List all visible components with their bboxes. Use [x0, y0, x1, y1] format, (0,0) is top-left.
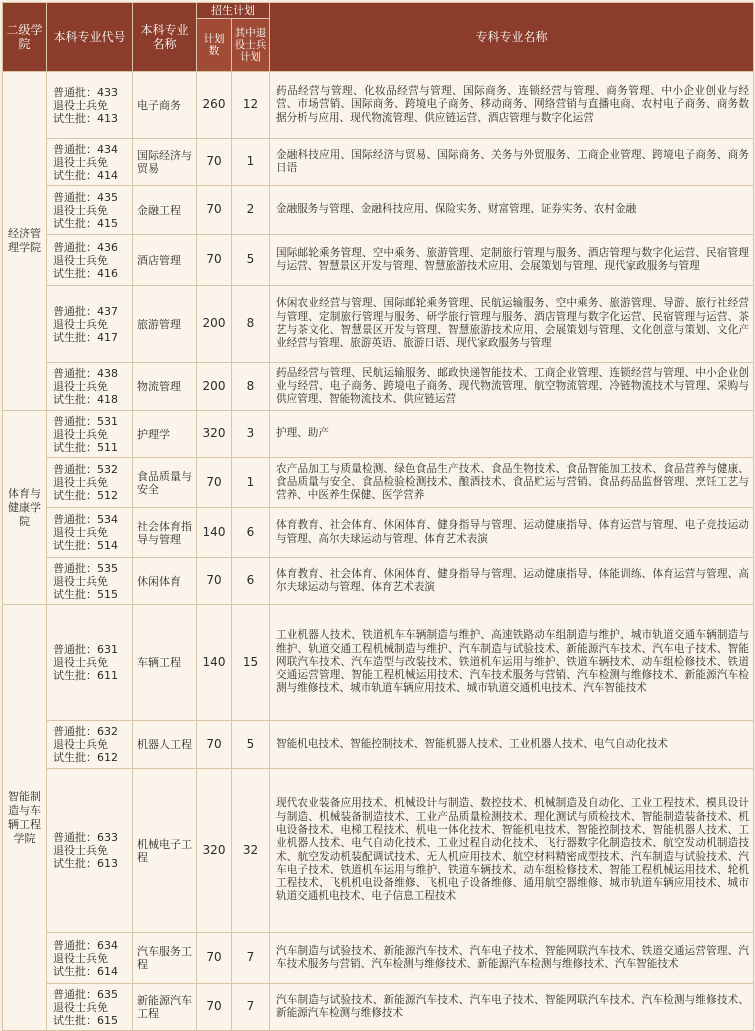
header-plan-veteran: 其中退役士兵计划	[232, 19, 270, 72]
major-code-line: 普通批：634	[53, 938, 118, 952]
header-major-name: 本科专业名称	[133, 3, 197, 72]
major-name: 机械电子工程	[133, 769, 197, 933]
table-row	[3, 411, 754, 458]
zk-major-list: 智能机电技术、智能控制技术、智能机器人技术、工业机器人技术、电气自动化技术	[270, 721, 754, 769]
major-code-line: 退役士兵免	[53, 1000, 108, 1014]
major-code-line: 退役士兵免	[53, 844, 108, 857]
major-code-line: 普通批：632	[53, 725, 118, 738]
plan-total: 140	[197, 605, 232, 721]
plan-veteran: 12	[232, 72, 270, 139]
major-code-line: 退役士兵免	[53, 98, 108, 112]
major-name: 酒店管理	[133, 235, 197, 286]
table-row	[3, 933, 754, 984]
major-code-line: 试生批：415	[53, 216, 118, 230]
major-code	[47, 769, 133, 933]
major-code-line: 试生批：416	[53, 266, 118, 280]
major-code-line: 普通批：635	[53, 987, 118, 1001]
plan-total: 70	[197, 721, 232, 769]
major-code-line: 退役士兵免	[53, 951, 108, 965]
major-name: 物流管理	[133, 363, 197, 411]
header-plan: 招生计划	[197, 3, 270, 19]
zk-major-list: 工业机器人技术、铁道机车车辆制造与维护、高速铁路动车组制造与维护、城市轨道交通车辆制造与维护、轨道交通工程机械制造与维护、汽车制造与试验技术、新能源汽车技术、汽车电子技术、智能网联汽车技术、汽车造型与改装技术、铁道机车运用与维护、铁道车辆技术、动车组检修技术、铁道交通运营管理、智能工程机械运用技术、汽车技术服务与营销、汽车检测与维修技术、新能源汽车检测与维修技术、城市轨道车辆应用技术、城市轨道交通机电技术、汽车智能技术	[270, 605, 754, 721]
plan-total: 320	[197, 411, 232, 458]
major-code-line: 退役士兵免	[53, 427, 108, 441]
major-name: 电子商务	[133, 72, 197, 139]
zk-major-list: 汽车制造与试验技术、新能源汽车技术、汽车电子技术、智能网联汽车技术、铁道交通运营管理、汽车技术服务与营销、汽车检测与维修技术、新能源汽车检测与维修技术、汽车智能技术	[270, 933, 754, 984]
zk-major-list: 农产品加工与质量检测、绿色食品生产技术、食品生物技术、食品智能加工技术、食品营养与健康、食品质量与安全、食品检验检测技术、酿酒技术、食品贮运与营销、食品药品监督管理、烹饪工艺与营养、中医养生保健、医学营养	[270, 458, 754, 508]
plan-veteran: 8	[232, 363, 270, 411]
zk-major-list: 护理、助产	[270, 411, 754, 458]
zk-major-list: 国际邮轮乘务管理、空中乘务、旅游管理、定制旅行管理与服务、酒店管理与数字化运营、民宿管理与运营、智慧景区开发与管理、智慧旅游技术应用、会展策划与管理、现代家政服务与管理	[270, 235, 754, 286]
table-row	[3, 769, 754, 933]
major-code	[47, 235, 133, 286]
major-code-line: 试生批：514	[53, 539, 118, 552]
zk-major-list: 现代农业装备应用技术、机械设计与制造、数控技术、机械制造及自动化、工业工程技术、模具设计与制造、机械装备制造技术、工业产品质量检测技术、理化测试与质检技术、智能制造装备技术、机电设备技术、电梯工程技术、机电一体化技术、智能机电技术、智能控制技术、智能机器人技术、工业机器人技术、电气自动化技术、工业过程自动化技术、飞行器数字化制造技术、航空发动机制造技术、航空发动机装配调试技术、无人机应用技术、航空材料精密成型技术、汽车制造与试验技术、汽车电子技术、铁道机车运用与维护、铁道车辆技术、动车组检修技术、智能工程机械运用技术、轮机工程技术、飞机机电设备维修、飞机电子设备维修、通用航空器维修、城市轨道车辆应用技术、城市轨道交通机电技术、电子信息工程技术	[270, 769, 754, 933]
major-code	[47, 508, 133, 558]
major-code-line: 退役士兵免	[53, 253, 108, 267]
major-code-line: 普通批：633	[53, 831, 118, 844]
major-code	[47, 363, 133, 411]
major-code-line: 试生批：417	[53, 330, 118, 344]
college-name: 体育与健康学院	[3, 411, 47, 605]
plan-veteran: 5	[232, 235, 270, 286]
major-code-line: 试生批：414	[53, 168, 118, 182]
table-row	[3, 363, 754, 411]
major-code-line: 退役士兵免	[53, 738, 108, 751]
major-name: 金融工程	[133, 186, 197, 235]
zk-major-list: 体育教育、社会体育、休闲体育、健身指导与管理、运动健康指导、体能训练、体育运营与管理、高尔夫球运动与管理、体育艺术表演	[270, 558, 754, 605]
plan-veteran: 7	[232, 984, 270, 1031]
table-row	[3, 984, 754, 1031]
major-code-line: 普通批：433	[53, 85, 118, 99]
table-header	[3, 3, 754, 72]
header-plan-total: 计划数	[197, 19, 232, 72]
major-code-line: 退役士兵免	[53, 526, 108, 539]
table-row	[3, 458, 754, 508]
major-code-line: 试生批：512	[53, 489, 118, 502]
major-code-line: 试生批：613	[53, 857, 118, 870]
plan-total: 260	[197, 72, 232, 139]
table-row	[3, 721, 754, 769]
major-code	[47, 286, 133, 363]
major-name: 休闲体育	[133, 558, 197, 605]
table-row	[3, 558, 754, 605]
major-code-line: 退役士兵免	[53, 574, 108, 588]
major-code	[47, 721, 133, 769]
header-major-code: 本科专业代号	[47, 3, 133, 72]
major-name: 社会体育指导与管理	[133, 508, 197, 558]
major-code-line: 试生批：615	[53, 1013, 118, 1027]
zk-major-list: 药品经营与管理、民航运输服务、邮政快递智能技术、工商企业管理、连锁经营与管理、中小企业创业与经营、电子商务、跨境电子商务、现代物流管理、航空物流管理、冷链物流技术与管理、采购与供应管理、智能物流技术、供应链运营	[270, 363, 754, 411]
major-name: 食品质量与安全	[133, 458, 197, 508]
plan-veteran: 7	[232, 933, 270, 984]
plan-veteran: 3	[232, 411, 270, 458]
plan-veteran: 6	[232, 558, 270, 605]
major-name: 汽车服务工程	[133, 933, 197, 984]
major-code-line: 普通批：631	[53, 643, 118, 656]
major-code-line: 普通批：438	[53, 367, 118, 380]
table-row	[3, 72, 754, 139]
major-code-line: 试生批：612	[53, 751, 118, 764]
major-code-line: 试生批：511	[53, 440, 118, 454]
major-code-line: 普通批：434	[53, 142, 118, 156]
plan-total: 140	[197, 508, 232, 558]
plan-total: 320	[197, 769, 232, 933]
plan-total: 70	[197, 984, 232, 1031]
table-row	[3, 605, 754, 721]
table-body	[3, 72, 754, 1031]
major-code-line: 普通批：531	[53, 414, 118, 428]
plan-veteran: 5	[232, 721, 270, 769]
table-row	[3, 139, 754, 186]
major-name: 国际经济与贸易	[133, 139, 197, 186]
major-code-line: 普通批：532	[53, 463, 118, 476]
zk-major-list: 休闲农业经营与管理、国际邮轮乘务管理、民航运输服务、空中乘务、旅游管理、导游、旅行社经营与管理、定制旅行管理与服务、研学旅行管理与服务、酒店管理与数字化运营、民宿管理与运营、茶艺与茶文化、智慧景区开发与管理、智慧旅游技术应用、会展策划与管理、文化创意与策划、文化产业经营与管理、旅游英语、旅游日语、现代家政服务与管理	[270, 286, 754, 363]
major-name: 机器人工程	[133, 721, 197, 769]
plan-veteran: 6	[232, 508, 270, 558]
admission-table	[2, 2, 754, 1031]
major-code-line: 退役士兵免	[53, 317, 108, 331]
major-code-line: 普通批：534	[53, 513, 118, 526]
plan-total: 200	[197, 286, 232, 363]
major-code-line: 试生批：515	[53, 587, 118, 601]
header-college: 二级学院	[3, 3, 47, 72]
major-code	[47, 186, 133, 235]
major-code-line: 试生批：413	[53, 111, 118, 125]
major-code	[47, 72, 133, 139]
table-row	[3, 286, 754, 363]
plan-veteran: 2	[232, 186, 270, 235]
major-code	[47, 933, 133, 984]
major-code-line: 普通批：436	[53, 240, 118, 254]
major-code-line: 普通批：535	[53, 561, 118, 575]
header-zk-majors: 专科专业名称	[270, 3, 754, 72]
zk-major-list: 金融科技应用、国际经济与贸易、国际商务、关务与外贸服务、工商企业管理、跨境电子商务、商务日语	[270, 139, 754, 186]
major-code-line: 退役士兵免	[53, 155, 108, 169]
major-code	[47, 558, 133, 605]
table-row	[3, 235, 754, 286]
plan-total: 70	[197, 458, 232, 508]
major-code-line: 退役士兵免	[53, 476, 108, 489]
major-name: 护理学	[133, 411, 197, 458]
plan-total: 70	[197, 933, 232, 984]
plan-total: 70	[197, 235, 232, 286]
plan-total: 70	[197, 139, 232, 186]
major-code-line: 试生批：418	[53, 393, 118, 406]
plan-veteran: 32	[232, 769, 270, 933]
college-name: 经济管理学院	[3, 72, 47, 411]
table-row	[3, 186, 754, 235]
zk-major-list: 体育教育、社会体育、休闲体育、健身指导与管理、运动健康指导、体育运营与管理、电子竞技运动与管理、高尔夫球运动与管理、体育艺术表演	[270, 508, 754, 558]
plan-veteran: 1	[232, 458, 270, 508]
major-code	[47, 139, 133, 186]
plan-total: 200	[197, 363, 232, 411]
major-code	[47, 605, 133, 721]
major-name: 车辆工程	[133, 605, 197, 721]
zk-major-list: 药品经营与管理、化妆品经营与管理、国际商务、连锁经营与管理、商务管理、中小企业创业与经营、市场营销、国际商务、跨境电子商务、移动商务、网络营销与直播电商、农村电子商务、商务数据分析与应用、现代物流管理、供应链运营、酒店管理与数字化运营	[270, 72, 754, 139]
major-name: 旅游管理	[133, 286, 197, 363]
plan-total: 70	[197, 186, 232, 235]
major-code	[47, 411, 133, 458]
major-code-line: 试生批：611	[53, 669, 118, 682]
major-code-line: 退役士兵免	[53, 380, 108, 393]
major-code-line: 退役士兵免	[53, 203, 108, 217]
table-row	[3, 508, 754, 558]
zk-major-list: 汽车制造与试验技术、新能源汽车技术、汽车电子技术、智能网联汽车技术、汽车检测与维修技术、新能源汽车检测与维修技术	[270, 984, 754, 1031]
plan-total: 70	[197, 558, 232, 605]
major-code-line: 普通批：435	[53, 190, 118, 204]
major-code-line: 退役士兵免	[53, 656, 108, 669]
college-name: 智能制造与车辆工程学院	[3, 605, 47, 1031]
major-name: 新能源汽车工程	[133, 984, 197, 1031]
major-code-line: 试生批：614	[53, 964, 118, 978]
plan-veteran: 1	[232, 139, 270, 186]
zk-major-list: 金融服务与管理、金融科技应用、保险实务、财富管理、证券实务、农村金融	[270, 186, 754, 235]
major-code-line: 普通批：437	[53, 304, 118, 318]
plan-veteran: 8	[232, 286, 270, 363]
major-code	[47, 458, 133, 508]
major-code	[47, 984, 133, 1031]
plan-veteran: 15	[232, 605, 270, 721]
